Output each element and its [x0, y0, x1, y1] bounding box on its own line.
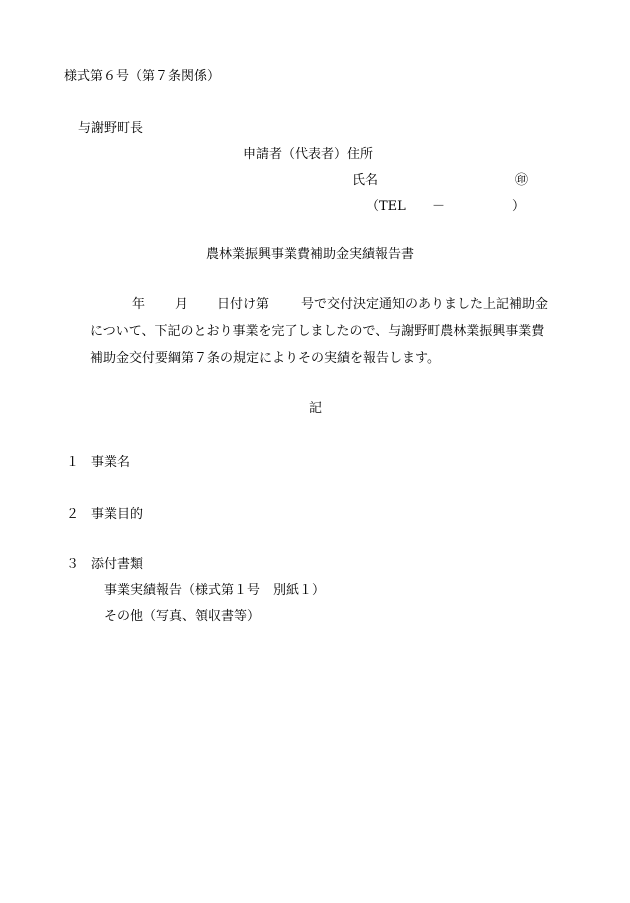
applicant-address-label: 申請者（代表者）住所	[243, 147, 374, 162]
addressee: 与謝野町長	[78, 121, 144, 136]
body-line2: について、下記のとおり事業を完了しましたので、与謝野町農林業振興事業費	[90, 324, 545, 339]
tel-dash: －	[432, 199, 446, 214]
item-3-label: 添付書類	[91, 557, 144, 572]
date-year: 年	[132, 297, 146, 312]
applicant-name-label: 氏名	[352, 173, 379, 188]
document-title: 農林業振興事業費補助金実績報告書	[206, 247, 415, 262]
attachment-1: 事業実績報告（様式第１号 別紙１）	[104, 583, 326, 598]
item-1-label: 事業名	[91, 455, 131, 470]
ki-heading: 記	[309, 401, 323, 416]
tel-open: （TEL	[366, 199, 406, 214]
date-day-ref: 日付け第	[217, 297, 270, 312]
date-month: 月	[175, 297, 189, 312]
attachment-2: その他（写真、領収書等）	[104, 609, 261, 624]
item-2-number: ２	[66, 507, 80, 522]
item-3-number: ３	[66, 557, 80, 572]
body-line3: 補助金交付要綱第７条の規定によりその実績を報告します。	[90, 351, 440, 366]
seal-mark: ㊞	[515, 173, 529, 188]
form-number: 様式第６号（第７条関係）	[64, 69, 221, 84]
tel-close: ）	[512, 199, 526, 214]
item-1-number: １	[66, 455, 80, 470]
item-2-label: 事業目的	[91, 507, 144, 522]
body-line1-tail: 号で交付決定通知のありました上記補助金	[301, 297, 549, 312]
